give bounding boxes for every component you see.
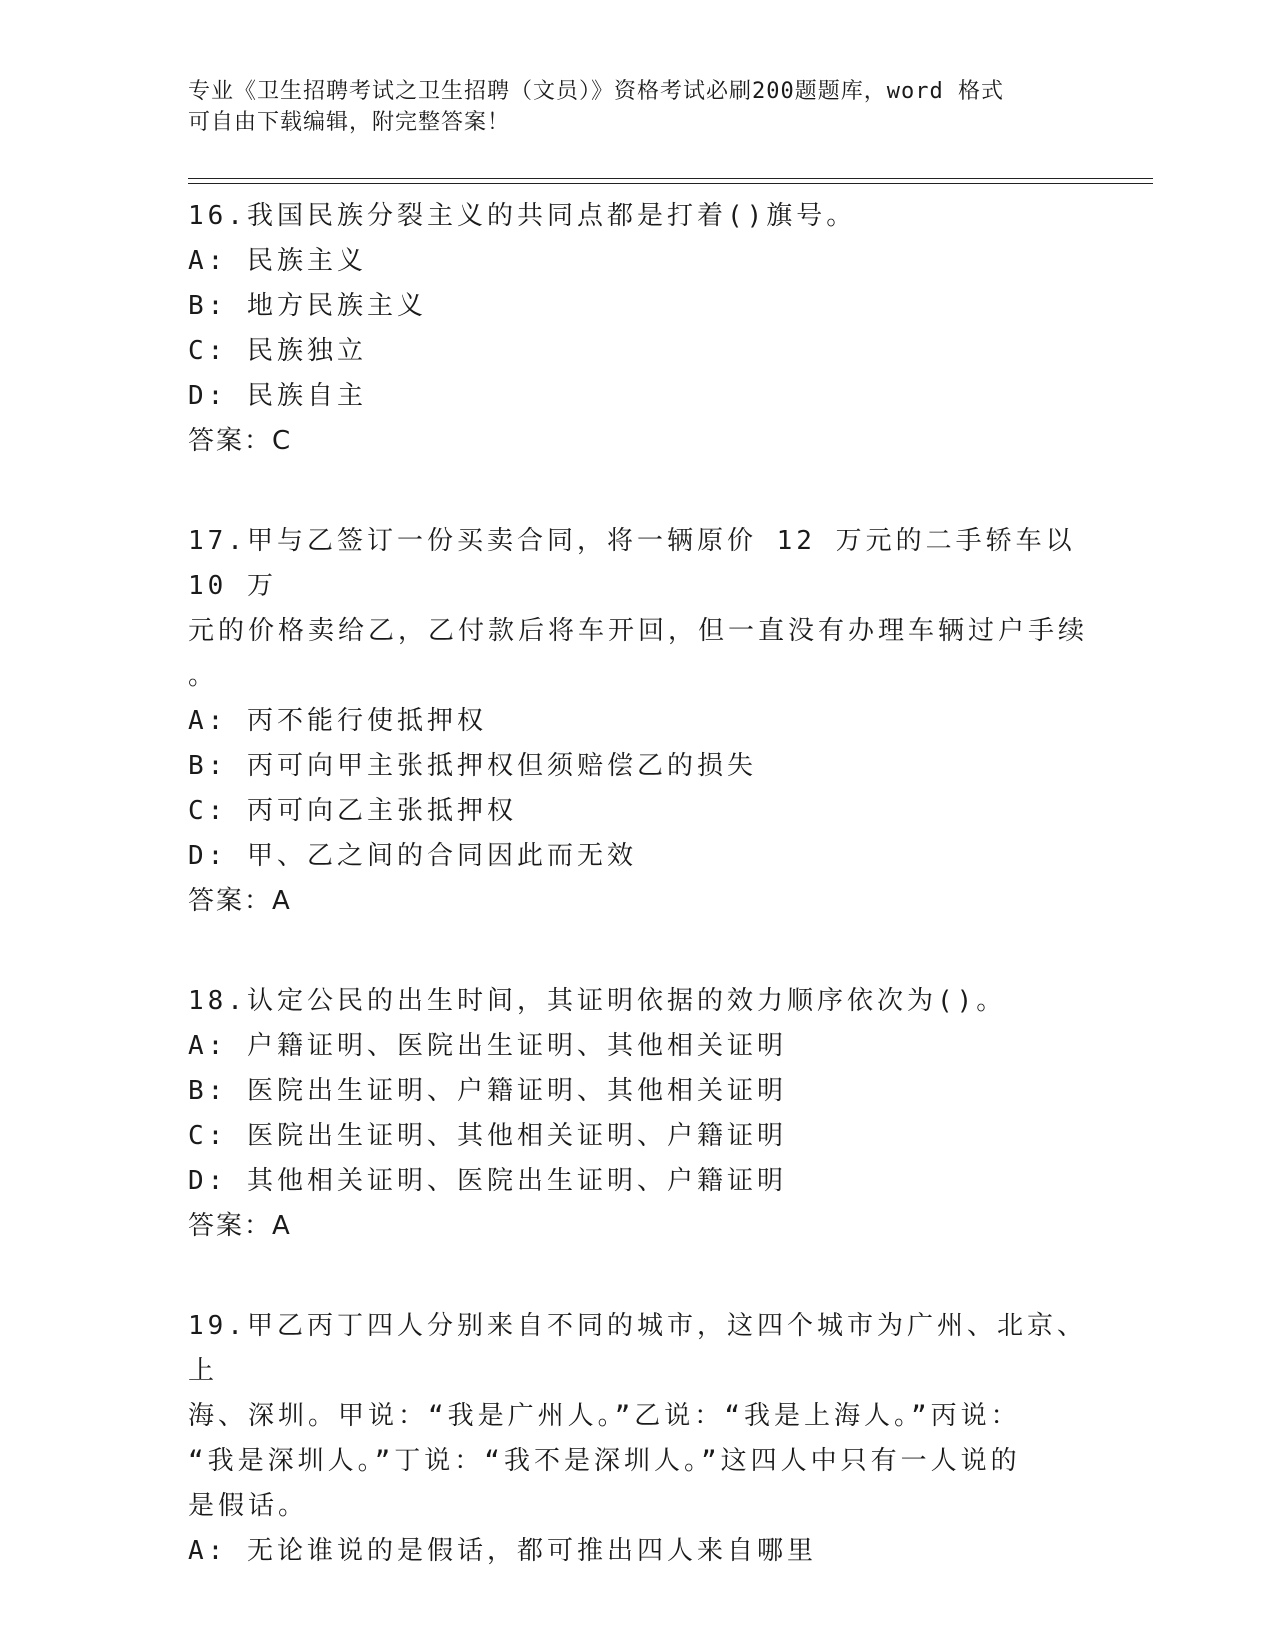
option-b: B: 医院出生证明、户籍证明、其他相关证明 — [188, 1076, 787, 1106]
option-a: A: 丙不能行使抵押权 — [188, 706, 487, 736]
stem-line-2-main: 海、深圳。甲说：“我是广州人。”乙说： — [188, 1401, 725, 1431]
question-list — [188, 194, 1096, 1629]
question-stem: 18.认定公民的出生时间，其证明依据的效力顺序依次为()。 — [188, 986, 1007, 1016]
answer-line: 答案：A — [188, 886, 292, 916]
question-stem: 16.我国民族分裂主义的共同点都是打着()旗号。 — [188, 201, 857, 231]
document-header — [188, 76, 1088, 138]
question-stem-line-1: 17.甲与乙签订一份买卖合同，将一辆原价 12 万元的二手轿车以 10 万 — [188, 526, 1096, 601]
option-b: B: 丙可向甲主张抵押权但须赔偿乙的损失 — [188, 751, 757, 781]
question-19 — [188, 1304, 1088, 1574]
option-c: C: 丙可向乙主张抵押权 — [188, 796, 517, 826]
question-17 — [188, 519, 1096, 924]
question-stem-line-4: 是假话。 — [188, 1491, 309, 1521]
header-divider-bottom — [188, 183, 1153, 184]
question-stem-line-2 — [188, 1394, 1088, 1439]
question-18 — [188, 979, 1088, 1249]
question-16 — [188, 194, 1088, 464]
stem-line-2-tail: “我是上海人。”丙说： — [724, 1401, 1021, 1431]
option-d: D: 甲、乙之间的合同因此而无效 — [188, 841, 637, 871]
question-stem-line-1: 19.甲乙丙丁四人分别来自不同的城市，这四个城市为广州、北京、上 — [188, 1311, 1087, 1386]
answer-line: 答案：A — [188, 1211, 292, 1241]
header-divider-top — [188, 178, 1153, 179]
header-line-1: 专业《卫生招聘考试之卫生招聘（文员）》资格考试必刷200题题库，word 格式 — [188, 79, 1004, 104]
question-stem-line-3: 。 — [188, 661, 219, 691]
option-c: C: 民族独立 — [188, 336, 367, 366]
option-a: A: 民族主义 — [188, 246, 367, 276]
option-d: D: 民族自主 — [188, 381, 367, 411]
option-c: C: 医院出生证明、其他相关证明、户籍证明 — [188, 1121, 787, 1151]
option-a: A: 户籍证明、医院出生证明、其他相关证明 — [188, 1031, 787, 1061]
option-b: B: 地方民族主义 — [188, 291, 427, 321]
question-stem-line-3: “我是深圳人。”丁说：“我不是深圳人。”这四人中只有一人说的 — [188, 1446, 1021, 1476]
header-line-2: 可自由下载编辑，附完整答案！ — [188, 110, 511, 135]
option-a: A: 无论谁说的是假话，都可推出四人来自哪里 — [188, 1536, 817, 1566]
option-d: D: 其他相关证明、医院出生证明、户籍证明 — [188, 1166, 787, 1196]
answer-line: 答案：C — [188, 426, 293, 456]
question-stem-line-2: 元的价格卖给乙，乙付款后将车开回，但一直没有办理车辆过户手续 — [188, 616, 1089, 646]
